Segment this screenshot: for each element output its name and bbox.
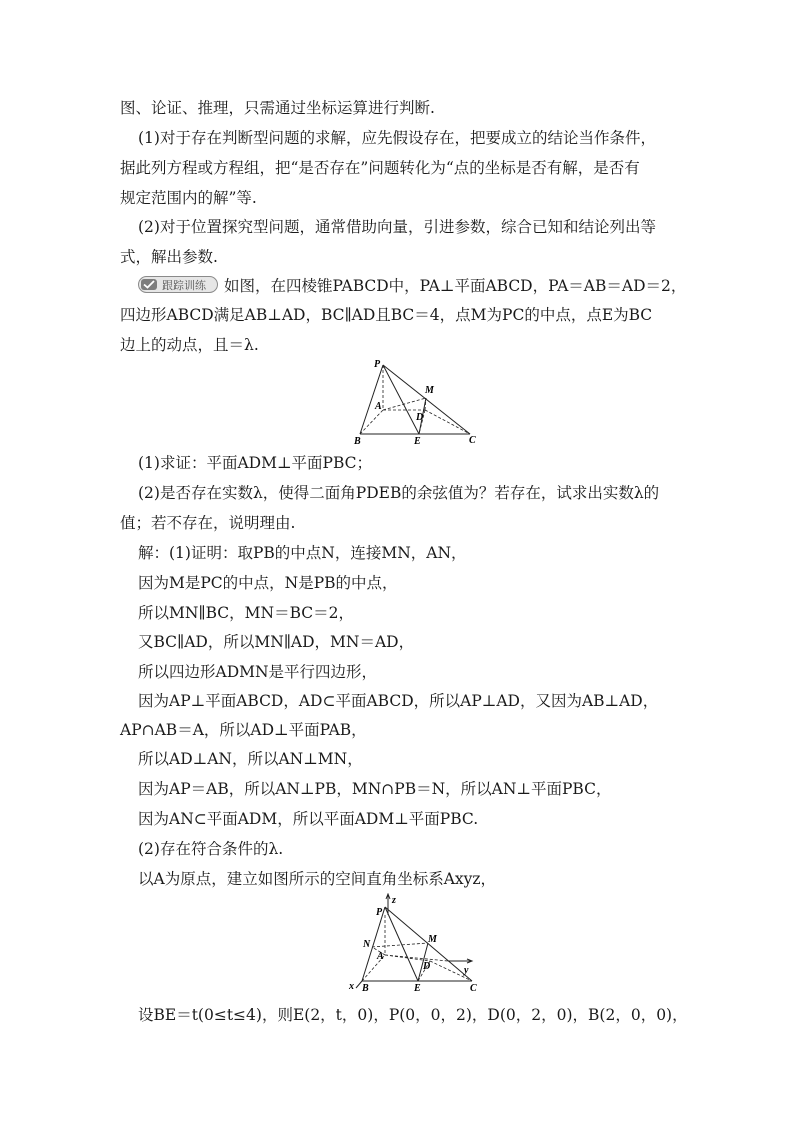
text-line: 所以四边形ADMN是平行四边形， [138,663,378,681]
text-line: AP∩AB＝A，所以AD⊥平面PAB， [120,721,367,739]
text-line: 以A为原点，建立如图所示的空间直角坐标系Axyz， [138,870,497,888]
text-line: 因为AP⊥平面ABCD，AD⊂平面ABCD，所以AP⊥AD，又因为AB⊥AD， [138,692,659,710]
text-line: 因为AP＝AB，所以AN⊥PB，MN∩PB＝N，所以AN⊥平面PBC， [138,780,612,798]
label-N: N [363,939,371,950]
label-A: A [377,951,384,962]
label-E: E [414,983,421,993]
axis-label-z: z [392,895,396,906]
text-line: 因为M是PC的中点，N是PB的中点， [138,574,398,592]
text-line: 因为AN⊂平面ADM，所以平面ADM⊥平面PBC. [138,810,479,828]
label-A: A [375,401,382,412]
text-line: 边上的动点，且＝λ. [120,336,259,354]
label-D: D [416,412,424,423]
text-line: 解：(1)证明：取PB的中点N，连接MN，AN， [138,544,467,562]
label-D: D [423,961,431,972]
text-line: 图、论证、推理，只需通过坐标运算进行判断. [120,99,435,117]
badge-label: 跟踪训练 [162,279,206,292]
follow-up-training-badge [138,276,218,293]
label-M: M [428,934,437,945]
text-line: 又BC∥AD，所以MN∥AD，MN＝AD， [138,633,415,651]
text-line: (1)求证：平面ADM⊥平面PBC； [138,454,372,472]
label-B: B [362,983,369,993]
exercise-intro [138,275,686,297]
text-line: (2)存在符合条件的λ. [138,840,284,858]
text-line: 式，解出参数. [120,248,218,266]
text-line: 值；若不存在，说明理由. [120,514,296,532]
label-C: C [469,435,476,444]
pyramid-figure [350,356,480,444]
text-line: 设BE＝t(0≤t≤4)，则E(2，t，0)，P(0，0，2)，D(0，2，0)，B(2，0，0)， [138,1006,688,1024]
label-P: P [376,907,383,918]
text-line: 四边形ABCD满足AB⊥AD，BC∥AD且BC＝4，点M为PC的中点，点E为BC [120,306,653,324]
text-line: 所以AD⊥AN，所以AN⊥MN， [138,750,363,768]
text-line: 所以MN∥BC，MN＝BC＝2， [138,604,354,622]
text-line: (1)对于存在判断型问题的求解，应先假设存在，把要成立的结论当作条件， [138,129,656,147]
text-line: 规定范围内的解”等. [120,189,257,207]
label-M: M [425,385,434,396]
text-line: (2)对于位置探究型问题，通常借助向量，引进参数，综合已知和结论列出等 [138,218,656,236]
label-E: E [414,436,421,444]
text-line: 如图，在四棱锥PABCD中，PA⊥平面ABCD，PA＝AB＝AD＝2， [224,277,687,295]
label-P: P [374,359,381,370]
text-line: 据此列方程或方程组，把“是否存在”问题转化为“点的坐标是否有解，是否有 [120,159,640,177]
axis-label-x: x [349,981,354,992]
label-C: C [470,983,477,993]
axis-label-y: y [464,965,469,976]
text-line: (2)是否存在实数λ，使得二面角PDEB的余弦值为？若存在，试求出实数λ的 [138,484,660,502]
coordinate-figure [348,893,482,993]
label-B: B [354,436,361,444]
